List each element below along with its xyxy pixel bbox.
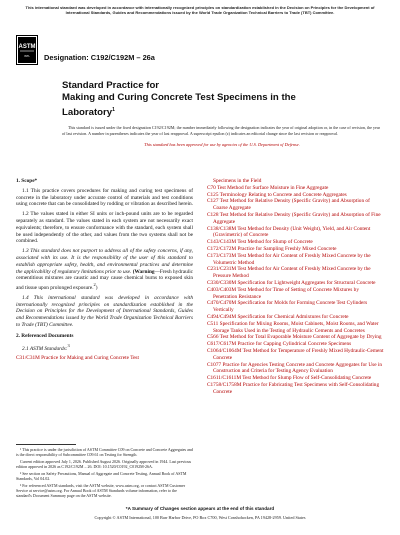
reference-desc: Specification for Mixing Rooms, Moist Cabinets, Moist Rooms, and Water Storage Tanks Used in the Testing of Hydraulic Cements and Concretes (213, 320, 379, 334)
reference-link-c511[interactable] (207, 321, 384, 335)
reference-code: C125 (207, 191, 219, 198)
reference-code: C1758/C1758M (207, 381, 242, 388)
reference-desc: Practice for Sampling Freshly Mixed Concrete (237, 245, 337, 252)
reference-code: C494/C494M (207, 313, 237, 320)
reference-desc: Test Method for Air Content of Freshly Mixed Concrete by the Volumetric Method (213, 252, 371, 266)
right-column (207, 178, 384, 396)
reference-desc: Specimens in the Field (213, 178, 262, 184)
title-footnote-mark: 1 (112, 107, 115, 113)
designation: Designation: C192/C192M – 26a (44, 53, 155, 62)
footnote-1: ¹ This practice is under the jurisdiction of ASTM Committee C09 on Concrete and Concrete Aggregates and is the direct responsibility of Subcommittee C09.61 on Testing for Strength. (16, 447, 193, 457)
reference-desc: Test Method for Temperature of Freshly Mixed Hydraulic-Cement Concrete (213, 347, 384, 361)
summary-of-changes-note: *A Summary of Changes section appears at the end of this standard (125, 506, 275, 511)
warning-text: —Fresh hydraulic cementitious mixtures are caustic and may cause chemical burns to exposed skin and tissue upon prolonged exposure. (16, 268, 194, 291)
warning-close: ) (95, 284, 98, 291)
astm-standards-footnote-mark: 3 (67, 342, 70, 348)
reference-link-c231[interactable] (207, 266, 384, 280)
reference-code: C143/C143M (207, 239, 237, 246)
reference-code: C231/C231M (207, 266, 237, 273)
footnote-3: ³ For referenced ASTM standards, visit the ASTM website, www.astm.org, or contact ASTM Customer Service at service@astm.org. For Annual Book of ASTM Standards volume information, refer to the standard's Document Summary page on the ASTM website. (16, 483, 186, 498)
reference-link-c494[interactable] (207, 314, 384, 321)
reference-link-c173[interactable] (207, 253, 384, 267)
reference-link-c70[interactable] (207, 185, 384, 192)
reference-link-c143[interactable] (207, 239, 384, 246)
reference-code: C1077 (207, 361, 222, 368)
reference-desc: Test Method for Relative Density (Specific Gravity) and Absorption of Fine Aggregate (213, 211, 381, 225)
para-1-3 (16, 248, 193, 292)
svg-text:ASTM: ASTM (18, 44, 36, 50)
reference-desc: Test Method for Air Content of Freshly Mixed Concrete by the Pressure Method (213, 266, 371, 280)
reference-desc: Specification for Molds for Forming Concrete Test Cylinders Vertically (213, 300, 368, 314)
standard-issue-notice (62, 125, 382, 136)
reference-link-c403[interactable] (207, 287, 384, 301)
reference-link-c172[interactable] (207, 246, 384, 253)
warning-label: (Warning (132, 268, 155, 275)
para-1-2: 1.2 The values stated in either SI units or inch-pound units are to be regarded separately as standard. The values stated in each system are not necessarily exact equivalents; therefore, to ensure conformance with the standard, each system shall be used independently of the other, and values from the two systems shall not be combined. (16, 211, 193, 245)
document-title (62, 80, 332, 119)
reference-code: C330/C330M (207, 279, 237, 286)
reference-link-c470[interactable] (207, 300, 384, 314)
reference-code: C127 (207, 198, 219, 205)
reference-code: C566 (207, 334, 219, 341)
reference-desc: Practice for Fabricating Test Specimens with Self-Consolidating Concrete (213, 381, 380, 395)
international-standard-notice: This international standard was developed in accordance with internationally recognized principles on standardization established in the Decision on Principles for the Development of International Standards, Guides and Recommendations issued by the World Trade Organization Technical Barriers to Trade (TBT) Committee. (25, 5, 375, 15)
reference-link-c1611[interactable] (207, 375, 384, 382)
reference-code: C617/C617M (207, 341, 237, 348)
footnotes (16, 447, 193, 500)
reference-desc: Test Method for Slump Flow of Self-Consolidating Concrete (242, 375, 372, 382)
reference-link-c617[interactable] (207, 341, 384, 348)
dod-approval-note: This standard has been approved for use by agencies of the U.S. Department of Defense. (144, 142, 300, 147)
para-2-1 (16, 343, 193, 353)
reference-code: C70 (207, 184, 216, 191)
reference-continuation[interactable] (207, 178, 384, 185)
para-1-4: 1.4 This international standard was developed in accordance with internationally recognized principles on standardization established in the Decision on Principles for the Development of International Standards, Guides and Recommendations issued by the World Trade Organization Technical Barriers to Trade (TBT) Committee. (16, 294, 193, 328)
title-line-3-text: Laboratory (62, 107, 113, 118)
reference-desc: Test Method for Relative Density (Specific Gravity) and Absorption of Coarse Aggregate (213, 198, 370, 212)
reference-desc: Test Method for Time of Setting of Concrete Mixtures by Penetration Resistance (213, 286, 359, 300)
reference-code: C1611/C1611M (207, 375, 242, 382)
reference-link-c128[interactable] (207, 212, 384, 226)
reference-link-c127[interactable] (207, 198, 384, 212)
issue-notice-text: This standard is issued under the fixed designation C192/C192M; the number immediately following the designation indicates the year of original adoption or, in the case of revision, the year of last revision. A number in parentheses indicates the year of last reapproval. A superscript epsilon (ε) indicates an editorial change since the last revision or reapproval. (62, 125, 381, 136)
reference-link-c330[interactable] (207, 280, 384, 287)
para-1-1: 1.1 This practice covers procedures for making and curing test specimens of concrete in the laboratory under accurate control of materials and test conditions using concrete that can be consolidated by rodding or vibration as described herein. (16, 187, 193, 208)
title-line-3 (62, 104, 332, 119)
reference-code: C128 (207, 211, 219, 218)
footnote-2: ² See section on Safety Precautions, Manual of Aggregate and Concrete Testing, Annual Book of ASTM Standards, Vol 04.02. (16, 471, 187, 481)
title-line-2: Making and Curing Concrete Test Specimens in the (62, 92, 296, 103)
left-column (16, 178, 193, 362)
reference-c31-text: C31/C31M Practice for Making and Curing Concrete Test (16, 355, 139, 362)
reference-desc: Specification for Chemical Admixtures for Concrete (237, 313, 349, 320)
reference-code: C1064/C1064M (207, 347, 242, 354)
footnote-divider (16, 444, 76, 445)
reference-desc: Practice for Capping Cylindrical Concrete Specimens (237, 341, 352, 348)
warning-footnote-mark: 2 (93, 282, 96, 288)
reference-desc: Test Method for Density (Unit Weight), Yield, and Air Content (Gravimetric) of Concrete (213, 225, 371, 239)
reference-code: C403/C403M (207, 286, 237, 293)
reference-link-c1077[interactable] (207, 362, 384, 376)
reference-desc: Test Method for Slump of Concrete (237, 239, 313, 246)
svg-text:INTL: INTL (24, 55, 30, 58)
para-1-3-italic: 1.3 This standard does not purport to address all of the safety concerns, if any, associated with its use. It is the responsibility of the user of this standard to establish appropriate safety, health, and environmental practices and determine the applicability of regulatory limitations prior to use. (16, 248, 193, 275)
para-2-1-text: 2.1 ASTM Standards: (22, 345, 68, 352)
reference-link-c138[interactable] (207, 226, 384, 240)
copyright-line: Copyright © ASTM International, 100 Barr Harbor Drive, PO Box C700, West Conshohocken, PA 19428-2959. United States (94, 515, 306, 520)
scope-heading: 1. Scope* (16, 178, 38, 184)
astm-logo-icon (16, 35, 38, 65)
title-line-1: Standard Practice for (62, 80, 160, 91)
reference-desc: Test Method for Total Evaporable Moisture Content of Aggregate by Drying (219, 334, 382, 341)
reference-code: C173/C173M (207, 252, 237, 259)
reference-desc: Specification for Lightweight Aggregates for Structural Concrete (237, 279, 376, 286)
reference-link-c1758[interactable] (207, 382, 384, 396)
referenced-documents-heading: 2. Referenced Documents (16, 332, 74, 339)
reference-desc: Terminology Relating to Concrete and Concrete Aggregates (219, 191, 347, 198)
reference-desc: Practice for Agencies Testing Concrete and Concrete Aggregates for Use in Construction and Criteria for Testing Agency Evaluation (213, 361, 383, 375)
reference-code: C138/C138M (207, 225, 237, 232)
reference-code: C470/C470M (207, 300, 237, 307)
reference-code: C172/C172M (207, 245, 237, 252)
reference-link-c31[interactable] (16, 355, 193, 362)
reference-desc: Test Method for Surface Moisture in Fine Aggregate (217, 184, 329, 191)
reference-code: C511 (207, 320, 219, 327)
reference-link-c1064[interactable] (207, 348, 384, 362)
footnote-1-edition: Current edition approved July 1, 2026. Published August 2026. Originally approved in 1944. Last previous edition approved in 2026 as C192/C192M – 26. DOI: 10.1520/C0192_C0192M-26A. (16, 459, 192, 469)
